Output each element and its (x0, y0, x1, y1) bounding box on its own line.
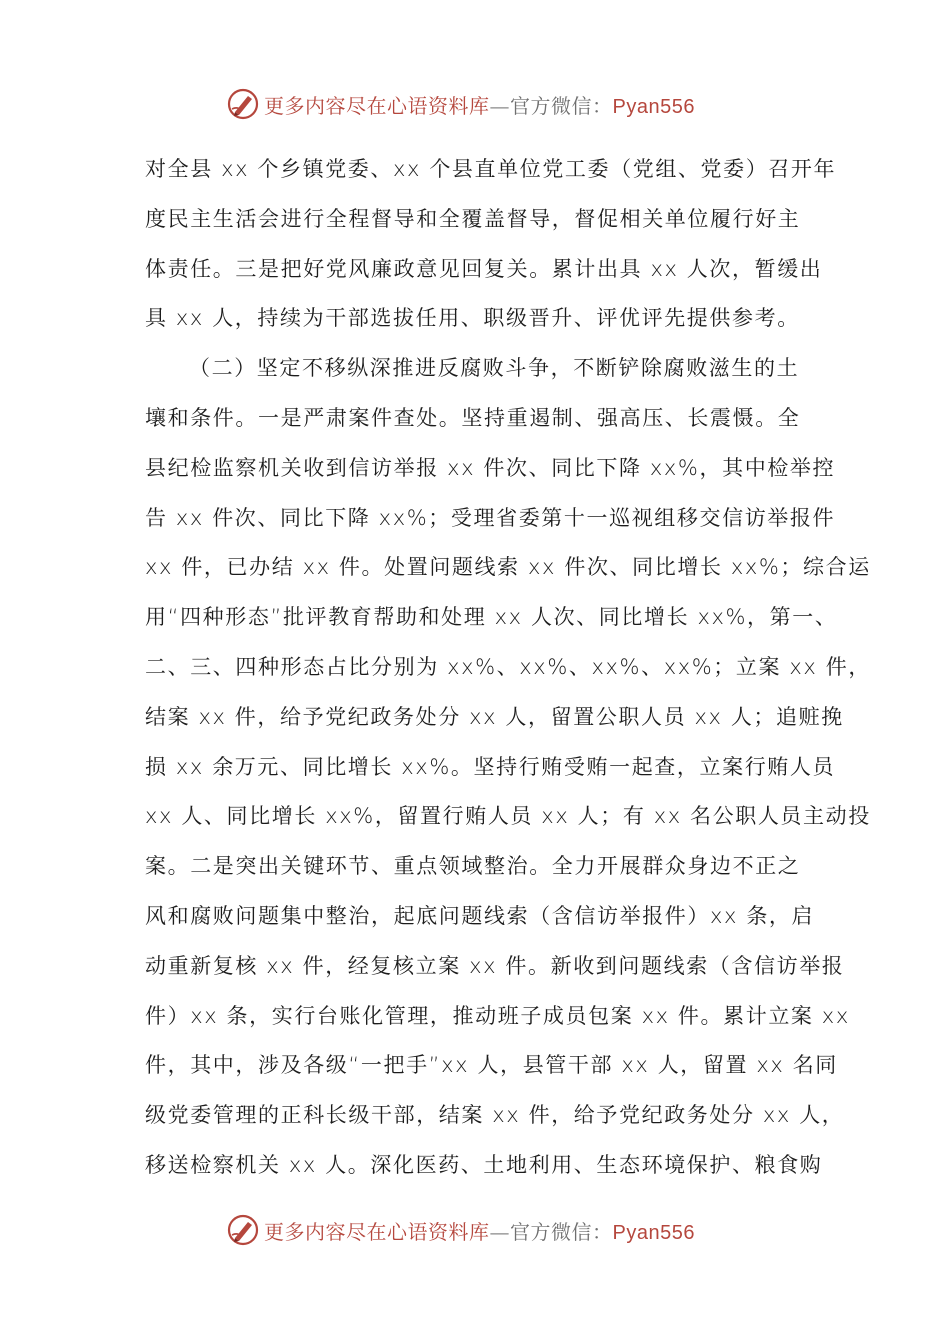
text-line: 损 xx 余万元、同比增长 xx%。坚持行贿受贿一起查，立案行贿人员 (145, 754, 836, 779)
watermark-dash: — (489, 93, 510, 118)
text-line: 对全县 xx 个乡镇党委、xx 个县直单位党工委（党组、党委）召开年 (145, 157, 837, 181)
pen-logo-icon (226, 87, 260, 121)
text-line: xx 人、同比增长 xx%，留置行贿人员 xx 人；有 xx 名公职人员主动投 (145, 804, 871, 829)
text-line: 告 xx 件次、同比下降 xx%；受理省委第十一巡视组移交信访举报件 (145, 505, 836, 530)
text-line: 度民主生活会进行全程督导和全覆盖督导，督促相关单位履行好主 (145, 206, 801, 231)
text-line: 县纪检监察机关收到信访举报 xx 件次、同比下降 xx%，其中检举控 (145, 455, 836, 480)
text-line: 结案 xx 件，给予党纪政务处分 xx 人，留置公职人员 xx 人；追赃挽 (145, 704, 844, 729)
text-line: 件）xx 条，实行台账化管理，推动班子成员包案 xx 件。累计立案 xx (145, 1003, 850, 1028)
pen-logo-icon (226, 1213, 260, 1247)
text-line: （二）坚定不移纵深推进反腐败斗争，不断铲除腐败滋生的土 (189, 356, 800, 381)
text-line: 风和腐败问题集中整治，起底问题线索（含信访举报件）xx 条，启 (145, 903, 815, 928)
text-line: xx 件，已办结 xx 件。处置问题线索 xx 件次、同比增长 xx%；综合运 (145, 555, 871, 580)
watermark-text (264, 90, 695, 119)
text-line: 移送检察机关 xx 人。深化医药、土地利用、生态环境保护、粮食购 (145, 1152, 823, 1177)
footer-watermark (226, 1212, 695, 1248)
watermark-site: 更多内容尽在心语资料库 (264, 1219, 490, 1244)
text-line: 二、三、四种形态占比分别为 xx%、xx%、xx%、xx%；立案 xx 件， (145, 654, 871, 679)
text-line: 件，其中，涉及各级“一把手”xx 人，县管干部 xx 人，留置 xx 名同 (145, 1053, 838, 1078)
watermark-dash: — (489, 1219, 510, 1244)
watermark-text (264, 1216, 695, 1245)
text-line: 壤和条件。一是严肃案件查处。坚持重遏制、强高压、长震慑。全 (145, 405, 801, 430)
watermark-wechat-id: Pyan556 (612, 1221, 695, 1244)
watermark-site: 更多内容尽在心语资料库 (264, 93, 490, 118)
watermark-wechat-label: 官方微信： (510, 93, 613, 118)
text-line: 案。二是突出关键环节、重点领域整治。全力开展群众身边不正之 (145, 854, 801, 879)
header-watermark (226, 86, 695, 122)
document-body (145, 150, 871, 1196)
text-line: 用“四种形态”批评教育帮助和处理 xx 人次、同比增长 xx%，第一、 (145, 605, 838, 630)
watermark-wechat-label: 官方微信： (510, 1219, 613, 1244)
text-line: 级党委管理的正科长级干部，结案 xx 件，给予党纪政务处分 xx 人， (145, 1103, 845, 1128)
watermark-wechat-id: Pyan556 (612, 95, 695, 118)
text-line: 动重新复核 xx 件，经复核立案 xx 件。新收到问题线索（含信访举报 (145, 953, 845, 978)
text-line: 体责任。三是把好党风廉政意见回复关。累计出具 xx 人次，暂缓出 (145, 256, 823, 281)
text-line: 具 xx 人，持续为干部选拔任用、职级晋升、评优评先提供参考。 (145, 306, 800, 331)
